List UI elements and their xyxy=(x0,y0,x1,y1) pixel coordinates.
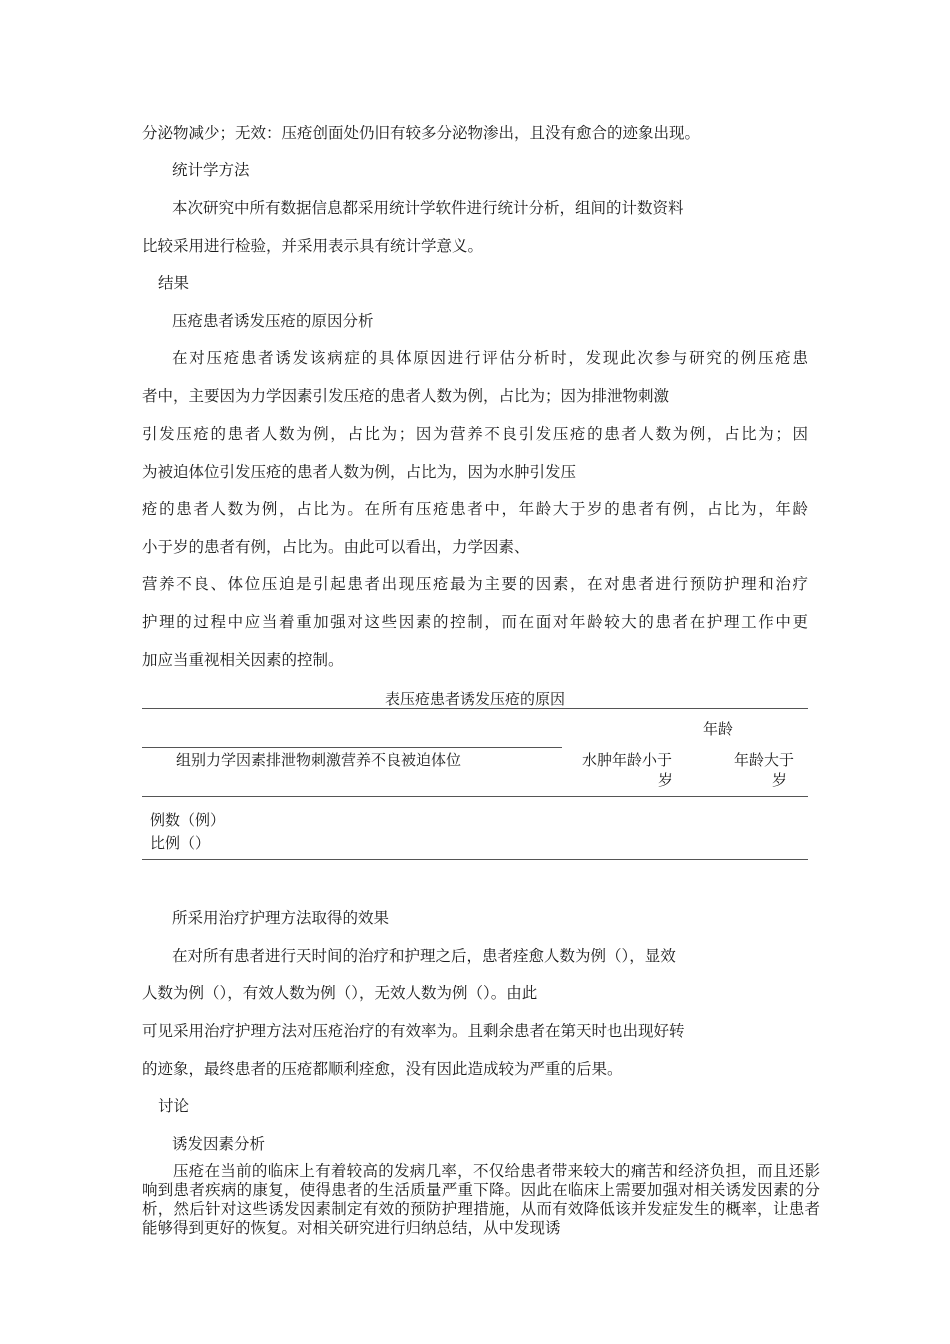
text-line: 比较采用进行检验，并采用表示具有统计学意义。 xyxy=(142,237,484,255)
subsection-heading-factors: 诱发因素分析 xyxy=(172,1135,266,1153)
subsection-heading-effect: 所采用治疗护理方法取得的效果 xyxy=(172,909,390,927)
text-line: 在对压疮患者诱发该病症的具体原因进行评估分析时，发现此次参与研究的例压疮患 xyxy=(172,349,808,367)
table-top-rule xyxy=(142,708,808,709)
text-line: 人数为例（），有效人数为例（），无效人数为例（）。由此 xyxy=(142,984,538,1002)
table-header-rule xyxy=(142,747,562,748)
text-line: 营养不良、体位压迫是引起患者出现压疮最为主要的因素，在对患者进行预防护理和治疗 xyxy=(142,575,808,593)
table-column-header-older: 年龄大于 xyxy=(734,751,795,769)
section-heading-results: 结果 xyxy=(158,274,190,292)
table-column-header-edema-unit: 岁 xyxy=(658,771,674,789)
section-heading-discussion: 讨论 xyxy=(158,1097,190,1115)
table-caption: 表压疮患者诱发压疮的原因 xyxy=(385,690,566,708)
body-paragraph: 压疮在当前的临床上有着较高的发病几率，不仅给患者带来较大的痛苦和经济负担，而且还影响到患者疾病的康复，使得患者的生活质量严重下降。因此在临床上需要加强对相关诱发因素的分析，然后针对这些诱发因素制定有效的预防护理措施，从而有效降低该并发症发生的概率，让患者能够得到更好的恢复。对相关研究进行归纳总结，从中发现诱 xyxy=(142,1162,820,1237)
text-line: 小于岁的患者有例，占比为。由此可以看出，力学因素、 xyxy=(142,538,530,556)
text-line: 可见采用治疗护理方法对压疮治疗的有效率为。且剩余患者在第天时也出现好转 xyxy=(142,1022,685,1040)
table-group-header-age: 年龄 xyxy=(703,720,734,738)
table-mid-rule xyxy=(142,796,808,797)
text-line: 分泌物减少；无效：压疮创面处仍旧有较多分泌物渗出，且没有愈合的迹象出现。 xyxy=(142,124,701,142)
text-line: 引发压疮的患者人数为例，占比为；因为营养不良引发压疮的患者人数为例，占比为；因 xyxy=(142,425,808,443)
text-line: 本次研究中所有数据信息都采用统计学软件进行统计分析，组间的计数资料 xyxy=(172,199,684,217)
section-heading-statistics: 统计学方法 xyxy=(172,161,250,179)
text-line: 为被迫体位引发压疮的患者人数为例，占比为，因为水肿引发压 xyxy=(142,463,577,481)
table-column-header-older-unit: 岁 xyxy=(772,771,788,789)
table-row-label-count: 例数（例） xyxy=(150,811,226,829)
table-bottom-rule xyxy=(142,859,808,860)
text-line: 者中，主要因为力学因素引发压疮的患者人数为例，占比为；因为排泄物刺激 xyxy=(142,387,670,405)
text-line: 疮的患者人数为例，占比为。在所有压疮患者中，年龄大于岁的患者有例，占比为，年龄 xyxy=(142,500,808,518)
text-line: 加应当重视相关因素的控制。 xyxy=(142,651,344,669)
subsection-heading-cause-analysis: 压疮患者诱发压疮的原因分析 xyxy=(172,312,374,330)
text-line: 在对所有患者进行天时间的治疗和护理之后，患者痊愈人数为例（），显效 xyxy=(172,947,676,965)
text-line: 的迹象，最终患者的压疮都顺利痊愈，没有因此造成较为严重的后果。 xyxy=(142,1060,623,1078)
text-line: 护理的过程中应当着重加强对这些因素的控制，而在面对年龄较大的患者在护理工作中更 xyxy=(142,613,808,631)
table-row-label-ratio: 比例（） xyxy=(150,834,211,852)
table-column-header-edema: 水肿年龄小于 xyxy=(582,751,673,769)
table-column-header: 组别力学因素排泄物刺激营养不良被迫体位 xyxy=(176,751,462,769)
